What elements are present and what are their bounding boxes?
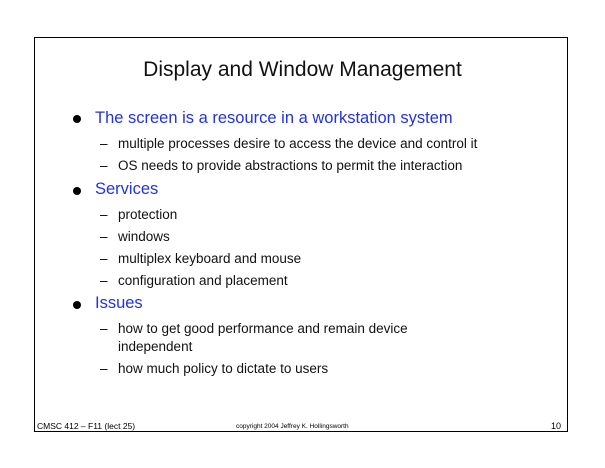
sub-bullet-windows: windows <box>118 229 170 244</box>
sub-bullet-policy: how much policy to dictate to users <box>118 361 329 376</box>
sub-bullet-protection: protection <box>118 207 178 222</box>
sub-bullet-dash: – <box>100 251 108 266</box>
bullet-dot <box>73 187 81 195</box>
sub-bullet-dash: – <box>100 207 108 222</box>
sub-bullet-dash: – <box>100 229 108 244</box>
sub-bullet-performance-cont: independent <box>118 339 193 354</box>
sub-bullet-performance: how to get good performance and remain device <box>118 321 408 336</box>
bullet-issues: Issues <box>95 294 143 312</box>
page-number: 10 <box>551 421 562 431</box>
footer-course: CMSC 412 – F11 (lect 25) <box>37 421 136 431</box>
sub-bullet-configuration: configuration and placement <box>118 273 288 288</box>
slide-title: Display and Window Management <box>143 58 462 81</box>
sub-bullet-multiple-processes: multiple processes desire to access the device and control it <box>118 136 478 151</box>
bullet-services: Services <box>95 180 159 198</box>
sub-bullet-multiplex: multiplex keyboard and mouse <box>118 251 302 266</box>
sub-bullet-os-abstractions: OS needs to provide abstractions to permit the interaction <box>118 158 463 173</box>
sub-bullet-dash: – <box>100 361 108 376</box>
footer-copyright: copyright 2004 Jeffrey K. Hollingsworth <box>236 423 349 430</box>
sub-bullet-dash: – <box>100 321 108 336</box>
sub-bullet-dash: – <box>100 136 108 151</box>
sub-bullet-dash: – <box>100 273 108 288</box>
sub-bullet-dash: – <box>100 158 108 173</box>
bullet-dot <box>73 301 81 309</box>
bullet-dot <box>73 115 81 123</box>
bullet-screen-resource: The screen is a resource in a workstation system <box>95 109 453 127</box>
